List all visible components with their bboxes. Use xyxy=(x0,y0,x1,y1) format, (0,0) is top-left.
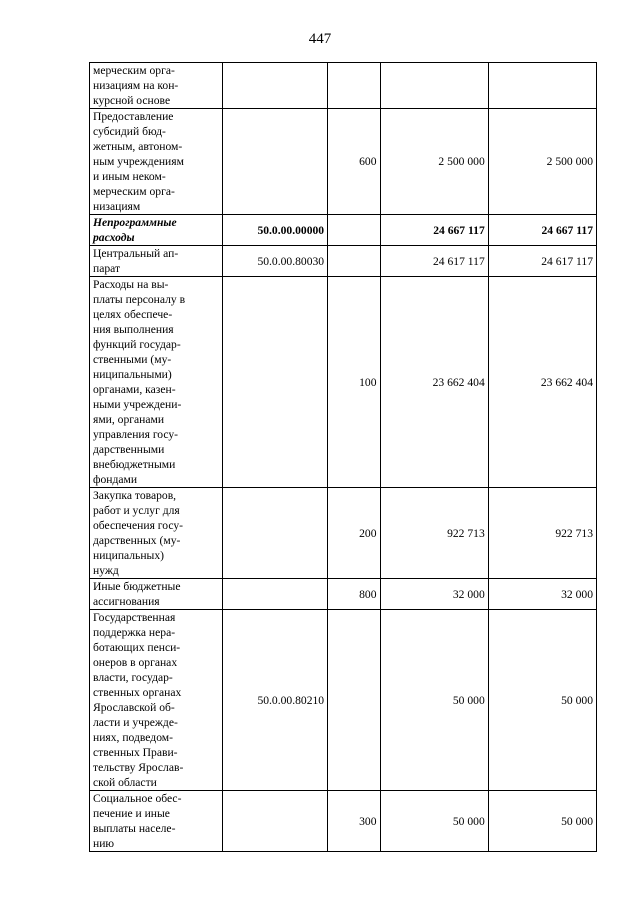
row-code-cell xyxy=(223,277,328,488)
row-name-line: и иным неком- xyxy=(93,170,166,183)
row-name-line: ями, органами xyxy=(93,413,165,426)
row-name-line: Социальное обес- xyxy=(93,792,182,805)
row-amount-year2-cell: 23 662 404 xyxy=(488,277,596,488)
table-row xyxy=(90,277,597,488)
row-name-line: работ и услуг для xyxy=(93,504,180,517)
row-expense-type-cell xyxy=(328,610,380,791)
row-code-cell: 50.0.00.00000 xyxy=(223,215,328,246)
row-name-line: ласти и учрежде- xyxy=(93,716,178,729)
row-amount-year1-cell xyxy=(380,63,488,109)
row-name-cell xyxy=(90,488,223,579)
row-name-cell xyxy=(90,610,223,791)
row-name-line: курсной основе xyxy=(93,94,171,107)
row-amount-year1-cell: 24 667 117 xyxy=(380,215,488,246)
row-expense-type-cell: 100 xyxy=(328,277,380,488)
row-name-line: власти, государ- xyxy=(93,671,173,684)
row-name-line: целях обеспече- xyxy=(93,308,173,321)
row-name-line: обеспечения госу- xyxy=(93,519,184,532)
row-expense-type-cell xyxy=(328,246,380,277)
row-name-line: субсидий бюд- xyxy=(93,125,166,138)
row-name-line: низациям xyxy=(93,200,141,213)
row-name-line: ассигнования xyxy=(93,595,160,608)
row-amount-year2-cell: 24 617 117 xyxy=(488,246,596,277)
row-name-line: Расходы на вы- xyxy=(93,278,169,291)
row-name-cell xyxy=(90,63,223,109)
row-name-line: печение и иные xyxy=(93,807,170,820)
row-name-line: низациям на кон- xyxy=(93,79,179,92)
row-expense-type-cell: 200 xyxy=(328,488,380,579)
row-name-line: управления госу- xyxy=(93,428,179,441)
row-name-line: Предоставление xyxy=(93,110,174,123)
row-name-line: выплаты населе- xyxy=(93,822,176,835)
row-name-cell xyxy=(90,246,223,277)
row-name-line: внебюджетными xyxy=(93,458,176,471)
row-expense-type-cell xyxy=(328,215,380,246)
row-code-cell xyxy=(223,109,328,215)
row-amount-year2-cell: 32 000 xyxy=(488,579,596,610)
row-name-line: парат xyxy=(93,262,121,275)
row-name-line: поддержка нера- xyxy=(93,626,176,639)
row-name-line: расходы xyxy=(93,231,135,244)
table-row xyxy=(90,579,597,610)
row-name-line: Ярославской об- xyxy=(93,701,175,714)
row-name-line: онеров в органах xyxy=(93,656,178,669)
row-code-cell xyxy=(223,791,328,852)
row-amount-year1-cell: 50 000 xyxy=(380,610,488,791)
row-name-line: мерческим орга- xyxy=(93,185,175,198)
row-expense-type-cell xyxy=(328,63,380,109)
row-code-cell: 50.0.00.80210 xyxy=(223,610,328,791)
row-amount-year1-cell: 922 713 xyxy=(380,488,488,579)
row-name-cell xyxy=(90,791,223,852)
row-name-line: ния выполнения xyxy=(93,323,174,336)
row-amount-year2-cell: 50 000 xyxy=(488,791,596,852)
row-code-cell xyxy=(223,579,328,610)
row-amount-year1-cell: 32 000 xyxy=(380,579,488,610)
row-name-line: ным учреждениям xyxy=(93,155,184,168)
row-name-line: ниципальными) xyxy=(93,368,172,381)
row-amount-year1-cell: 50 000 xyxy=(380,791,488,852)
table-row xyxy=(90,109,597,215)
row-name-line: тельству Ярослав- xyxy=(93,761,184,774)
row-expense-type-cell: 600 xyxy=(328,109,380,215)
row-code-cell xyxy=(223,488,328,579)
row-name-line: ской области xyxy=(93,776,157,789)
row-name-line: дарственными xyxy=(93,443,165,456)
page-number: 447 xyxy=(308,31,332,47)
table-row xyxy=(90,488,597,579)
table-row xyxy=(90,246,597,277)
row-name-line: ниях, подведом- xyxy=(93,731,173,744)
row-name-line: мерческим орга- xyxy=(93,64,175,77)
row-name-line: Закупка товаров, xyxy=(93,489,177,502)
row-name-line: ными учреждени- xyxy=(93,398,182,411)
row-name-line: ниципальных) xyxy=(93,549,164,562)
row-amount-year2-cell: 50 000 xyxy=(488,610,596,791)
row-amount-year1-cell: 24 617 117 xyxy=(380,246,488,277)
row-name-cell xyxy=(90,277,223,488)
row-name-line: жетным, автоном- xyxy=(93,140,183,153)
row-name-line: ботающих пенси- xyxy=(93,641,181,654)
row-code-cell: 50.0.00.80030 xyxy=(223,246,328,277)
row-name-line: ственных Прави- xyxy=(93,746,178,759)
row-name-line: нужд xyxy=(93,564,119,577)
budget-table xyxy=(89,62,597,852)
table-row xyxy=(90,215,597,246)
row-amount-year1-cell: 2 500 000 xyxy=(380,109,488,215)
row-name-line: ственных органах xyxy=(93,686,182,699)
row-name-line: Непрограммные xyxy=(93,216,177,229)
row-amount-year2-cell: 922 713 xyxy=(488,488,596,579)
row-name-line: Государственная xyxy=(93,611,176,624)
row-name-line: функций государ- xyxy=(93,338,181,351)
row-name-line: платы персоналу в xyxy=(93,293,186,306)
row-amount-year2-cell: 2 500 000 xyxy=(488,109,596,215)
row-amount-year2-cell xyxy=(488,63,596,109)
row-name-line: Иные бюджетные xyxy=(93,580,181,593)
row-name-line: органами, казен- xyxy=(93,383,176,396)
table-row xyxy=(90,791,597,852)
row-amount-year2-cell: 24 667 117 xyxy=(488,215,596,246)
table-row xyxy=(90,63,597,109)
row-name-line: фондами xyxy=(93,473,138,486)
row-name-line: Центральный ап- xyxy=(93,247,179,260)
row-amount-year1-cell: 23 662 404 xyxy=(380,277,488,488)
row-name-cell xyxy=(90,109,223,215)
row-expense-type-cell: 800 xyxy=(328,579,380,610)
row-code-cell xyxy=(223,63,328,109)
row-name-cell xyxy=(90,215,223,246)
row-name-cell xyxy=(90,579,223,610)
table-row xyxy=(90,610,597,791)
row-name-line: нию xyxy=(93,837,115,850)
row-expense-type-cell: 300 xyxy=(328,791,380,852)
row-name-line: дарственных (му- xyxy=(93,534,181,547)
budget-table-body xyxy=(90,63,597,852)
row-name-line: ственными (му- xyxy=(93,353,172,366)
